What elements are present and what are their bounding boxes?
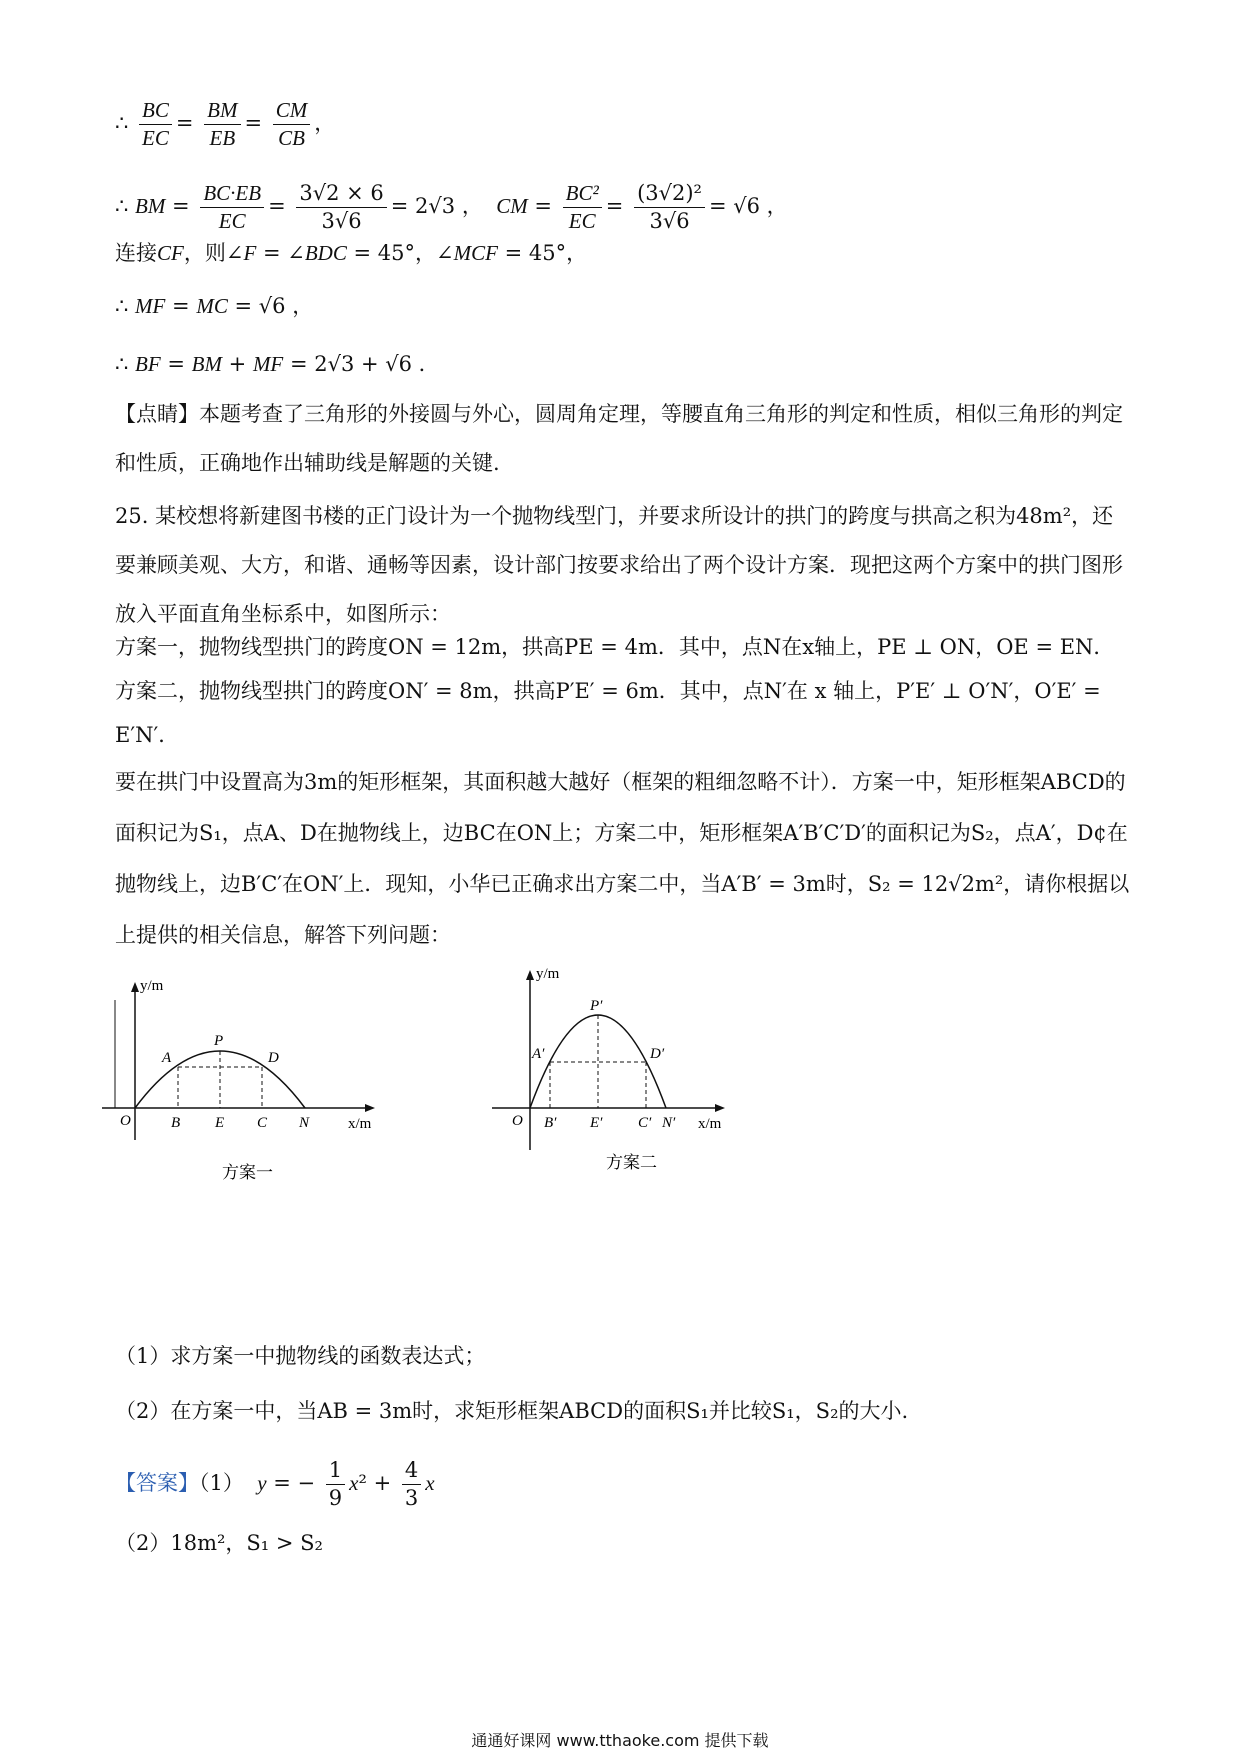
solution-line-1: ∴ $\frac{BC}{EC}$ = $\frac{BM}{EB}$ = $\frac{CM}{CB}$ ， (115, 98, 336, 150)
figure-scheme-2 (490, 966, 750, 1240)
svg-text:C: C (257, 1115, 268, 1131)
fig1-caption: 方案一 (222, 1163, 273, 1182)
comment-paragraph (115, 390, 1130, 488)
svg-text:P: P (214, 1033, 224, 1049)
problem-scheme-1: 方案一，抛物线型拱门的跨度ON = 12m，拱高PE = 4m．其中，点N在x轴上，PE ⊥ ON，OE = EN． (115, 635, 1115, 659)
svg-text:E: E (215, 1115, 225, 1131)
svg-text:N: N (299, 1115, 310, 1131)
fig2-caption: 方案二 (606, 1153, 657, 1172)
svg-text:D: D (268, 1050, 279, 1066)
fig2-axis-x: x/m (698, 1116, 722, 1132)
svg-text:B′: B′ (544, 1115, 557, 1131)
solution-line-2: ∴ BM = $\frac{BC\cdot EB}{EC}$ = $\frac{3√2 \times 6}{3√6}$ = 2√3 ， CM = $\frac{\text{BC²}}{EC}$ = $\frac{\text{(3√2)²}}{3√6}$ = √6 ， (115, 181, 788, 233)
svg-text:E′: E′ (590, 1115, 603, 1131)
problem-scheme-2: 方案二，抛物线型拱门的跨度ON′ = 8m，拱高P′E′ = 6m．其中，点N′在 x 轴上，P′E′ ⊥ O′N′，O′E′ = E′N′． (115, 679, 1101, 747)
svg-text:O: O (120, 1113, 131, 1129)
footer-text: 通通好课网 www.tthaoke.com 提供下载 (471, 1731, 769, 1750)
figure-scheme-1 (100, 978, 440, 1240)
comment-text: 本题考查了三角形的外接圆与外心，圆周角定理，等腰直角三角形的判定和性质，相似三角形的判定和性质，正确地作出辅助线是解题的关键. (115, 402, 1123, 475)
question-2: （2）在方案一中，当AB = 3m时，求矩形框架ABCD的面积S₁并比较S₁，S₂的大小. (115, 1399, 909, 1423)
svg-text:A: A (162, 1050, 172, 1066)
svg-text:D′: D′ (650, 1046, 665, 1062)
solution-line-3: 连接CF，则∠F = ∠BDC = 45°，∠MCF = 45°， (115, 241, 588, 265)
problem-requirement: 要在拱门中设置高为3m的矩形框架，其面积越大越好（框架的粗细忽略不计）．方案一中，矩形框架ABCD的面积记为S₁，点A、D在抛物线上，边BC在ON上；方案二中，矩形框架A′B′C′D′的面积记为S₂，点A′，D¢在抛物线上，边B′C′在ON′上．现知，小华已正确求出方案二中，当A′B′ = 3m时，S₂ = 12√2m²，请你根据以上提供的相关信息，解答下列问题： (115, 770, 1130, 947)
answer-1: 【答案】（1） y = − $\frac{1}{9}$ x² + $\frac{4}{3}$ x (115, 1458, 435, 1510)
solution-line-4: ∴ MF = MC = √6 ， (115, 294, 314, 318)
fig1-axis-x: x/m (348, 1116, 372, 1132)
svg-text:B: B (171, 1115, 181, 1131)
comment-tag: 【点睛】 (115, 402, 199, 426)
question-1: （1）求方案一中抛物线的函数表达式； (115, 1344, 486, 1368)
svg-text:A′: A′ (532, 1046, 545, 1062)
fig1-axis-y: y/m (140, 978, 164, 994)
solution-line-5: ∴ BF = BM + MF = 2√3 + √6 ． (115, 352, 440, 376)
svg-text:P′: P′ (590, 998, 603, 1014)
svg-text:C′: C′ (638, 1115, 652, 1131)
answer-tag: 【答案】 (115, 1471, 199, 1495)
problem-intro: 25. 某校想将新建图书楼的正门设计为一个抛物线型门，并要求所设计的拱门的跨度与拱高之积为48m²，还要兼顾美观、大方，和谐、通畅等因素，设计部门按要求给出了两个设计方案．现把这两个方案中的拱门图形放入平面直角坐标系中，如图所示： (115, 504, 1123, 626)
svg-text:N′: N′ (662, 1115, 676, 1131)
svg-text:O: O (512, 1113, 523, 1129)
answer-2: （2）18m²，S₁ > S₂ (115, 1531, 323, 1555)
fig2-axis-y: y/m (536, 966, 560, 982)
